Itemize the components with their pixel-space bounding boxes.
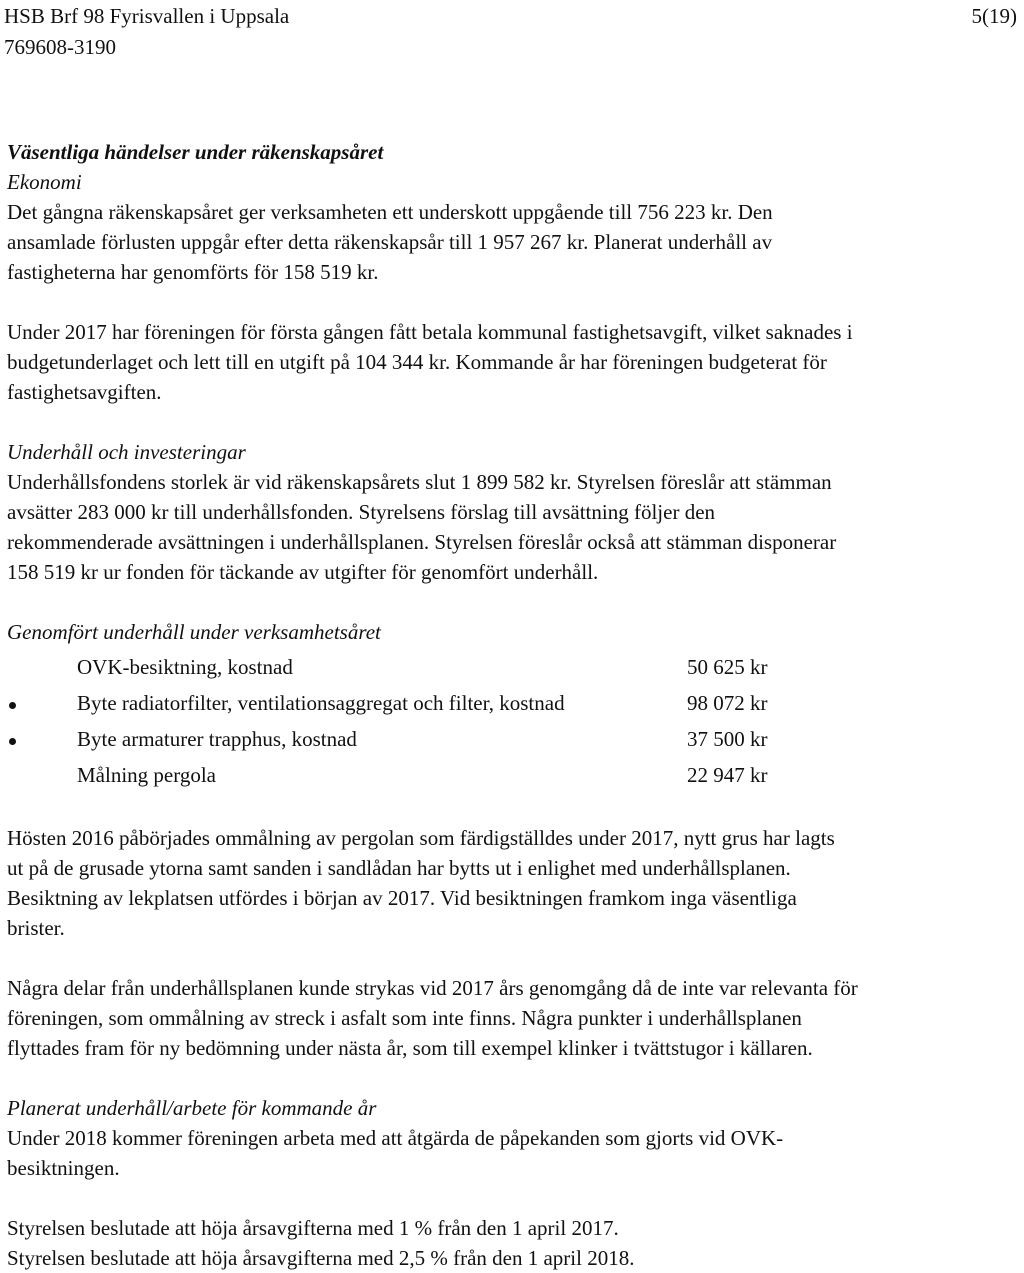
bullet-cell bbox=[7, 685, 77, 721]
paragraph-gap bbox=[7, 287, 1019, 317]
bullet-icon bbox=[9, 702, 16, 709]
cost-label: OVK-besiktning, kostnad bbox=[77, 655, 293, 679]
maintenance-cost-table bbox=[7, 649, 797, 793]
text-line: Under 2018 kommer föreningen arbeta med att åtgärda de påpekanden som gjorts vid OVK- bbox=[7, 1126, 784, 1150]
paragraph-gap bbox=[7, 587, 1019, 617]
text-line: Det gångna räkenskapsåret ger verksamheten ett underskott uppgående till 756 223 kr. Den bbox=[7, 200, 773, 224]
bullet-cell bbox=[7, 721, 77, 757]
table-row bbox=[7, 721, 797, 757]
bullet-cell bbox=[7, 757, 77, 793]
paragraph-gap bbox=[7, 943, 1019, 973]
text-line: fastighetsavgiften. bbox=[7, 380, 162, 404]
table-row bbox=[7, 685, 797, 721]
text-line: rekommenderade avsättningen i underhållsplanen. Styrelsen föreslår också att stämman disponerar bbox=[7, 530, 837, 554]
text-line: Besiktning av lekplatsen utfördes i början av 2017. Vid besiktningen framkom inga väsentliga bbox=[7, 886, 797, 910]
header-org-number: 769608-3190 bbox=[4, 35, 116, 59]
section-title: Väsentliga händelser under räkenskapsåret bbox=[7, 140, 384, 164]
paragraph-pergola bbox=[7, 823, 1019, 943]
text-line: Styrelsen beslutade att höja årsavgifterna med 2,5 % från den 1 april 2018. bbox=[7, 1246, 635, 1270]
paragraph-gap bbox=[7, 1063, 1019, 1093]
text-line: Underhållsfondens storlek är vid räkenskapsårets slut 1 899 582 kr. Styrelsen föreslår att stämman bbox=[7, 470, 832, 494]
heading-planerat: Planerat underhåll/arbete för kommande år bbox=[7, 1096, 377, 1120]
text-line: budgetunderlaget och lett till en utgift på 104 344 kr. Kommande år har föreningen budgeterat för bbox=[7, 350, 827, 374]
text-line: Styrelsen beslutade att höja årsavgifterna med 1 % från den 1 april 2017. bbox=[7, 1216, 619, 1240]
heading-underhall: Underhåll och investeringar bbox=[7, 440, 246, 464]
text-line: ansamlade förlusten uppgår efter detta räkenskapsår till 1 957 267 kr. Planerat underhåll av bbox=[7, 230, 773, 254]
paragraph-gap bbox=[7, 1183, 1019, 1213]
bullet-cell bbox=[7, 649, 77, 685]
cost-amount: 50 625 kr bbox=[687, 655, 768, 679]
cost-label: Målning pergola bbox=[77, 763, 217, 787]
text-line: ut på de grusade ytorna samt sanden i sandlådan har bytts ut i enlighet med underhållsplanen. bbox=[7, 856, 791, 880]
text-line: flyttades fram för ny bedömning under nästa år, som till exempel klinker i tvättstugor i källaren. bbox=[7, 1036, 813, 1060]
paragraph-plan-review bbox=[7, 973, 1019, 1063]
table-row bbox=[7, 757, 797, 793]
cost-amount: 22 947 kr bbox=[687, 763, 768, 787]
paragraph-planerat-ovk bbox=[7, 1123, 1019, 1183]
heading-genomfort: Genomfört underhåll under verksamhetsåret bbox=[7, 620, 381, 644]
text-line: avsätter 283 000 kr till underhållsfonden. Styrelsens förslag till avsättning följer den bbox=[7, 500, 716, 524]
cost-amount: 98 072 kr bbox=[687, 691, 768, 715]
cost-label: Byte armaturer trapphus, kostnad bbox=[77, 727, 357, 751]
paragraph-underhall-fond bbox=[7, 467, 1019, 587]
document-body bbox=[7, 137, 1019, 1273]
heading-ekonomi: Ekonomi bbox=[7, 170, 82, 194]
text-line: Under 2017 har föreningen för första gången fått betala kommunal fastighetsavgift, vilket saknades i bbox=[7, 320, 853, 344]
text-line: 158 519 kr ur fonden för täckande av utgifter för genomfört underhåll. bbox=[7, 560, 599, 584]
text-line: föreningen, som ommålning av streck i asfalt som inte finns. Några punkter i underhållsplanen bbox=[7, 1006, 802, 1030]
cost-label: Byte radiatorfilter, ventilationsaggregat och filter, kostnad bbox=[77, 691, 565, 715]
paragraph-gap bbox=[7, 793, 1019, 823]
paragraph-ekonomi-result bbox=[7, 197, 1019, 287]
header-organization: HSB Brf 98 Fyrisvallen i Uppsala bbox=[4, 4, 290, 28]
paragraph-ekonomi-fastighetsavgift bbox=[7, 317, 1019, 407]
table-row bbox=[7, 649, 797, 685]
cost-amount: 37 500 kr bbox=[687, 727, 768, 751]
text-line: fastigheterna har genomförts för 158 519 kr. bbox=[7, 260, 379, 284]
text-line: brister. bbox=[7, 916, 65, 940]
paragraph-gap bbox=[7, 407, 1019, 437]
text-line: besiktningen. bbox=[7, 1156, 120, 1180]
text-line: Hösten 2016 påbörjades ommålning av pergolan som färdigställdes under 2017, nytt grus har lagts bbox=[7, 826, 835, 850]
paragraph-arsavgifter bbox=[7, 1213, 1019, 1273]
text-line: Några delar från underhållsplanen kunde strykas vid 2017 års genomgång då de inte var relevanta för bbox=[7, 976, 858, 1000]
header-page-number: 5(19) bbox=[971, 4, 1017, 28]
bullet-icon bbox=[9, 738, 16, 745]
